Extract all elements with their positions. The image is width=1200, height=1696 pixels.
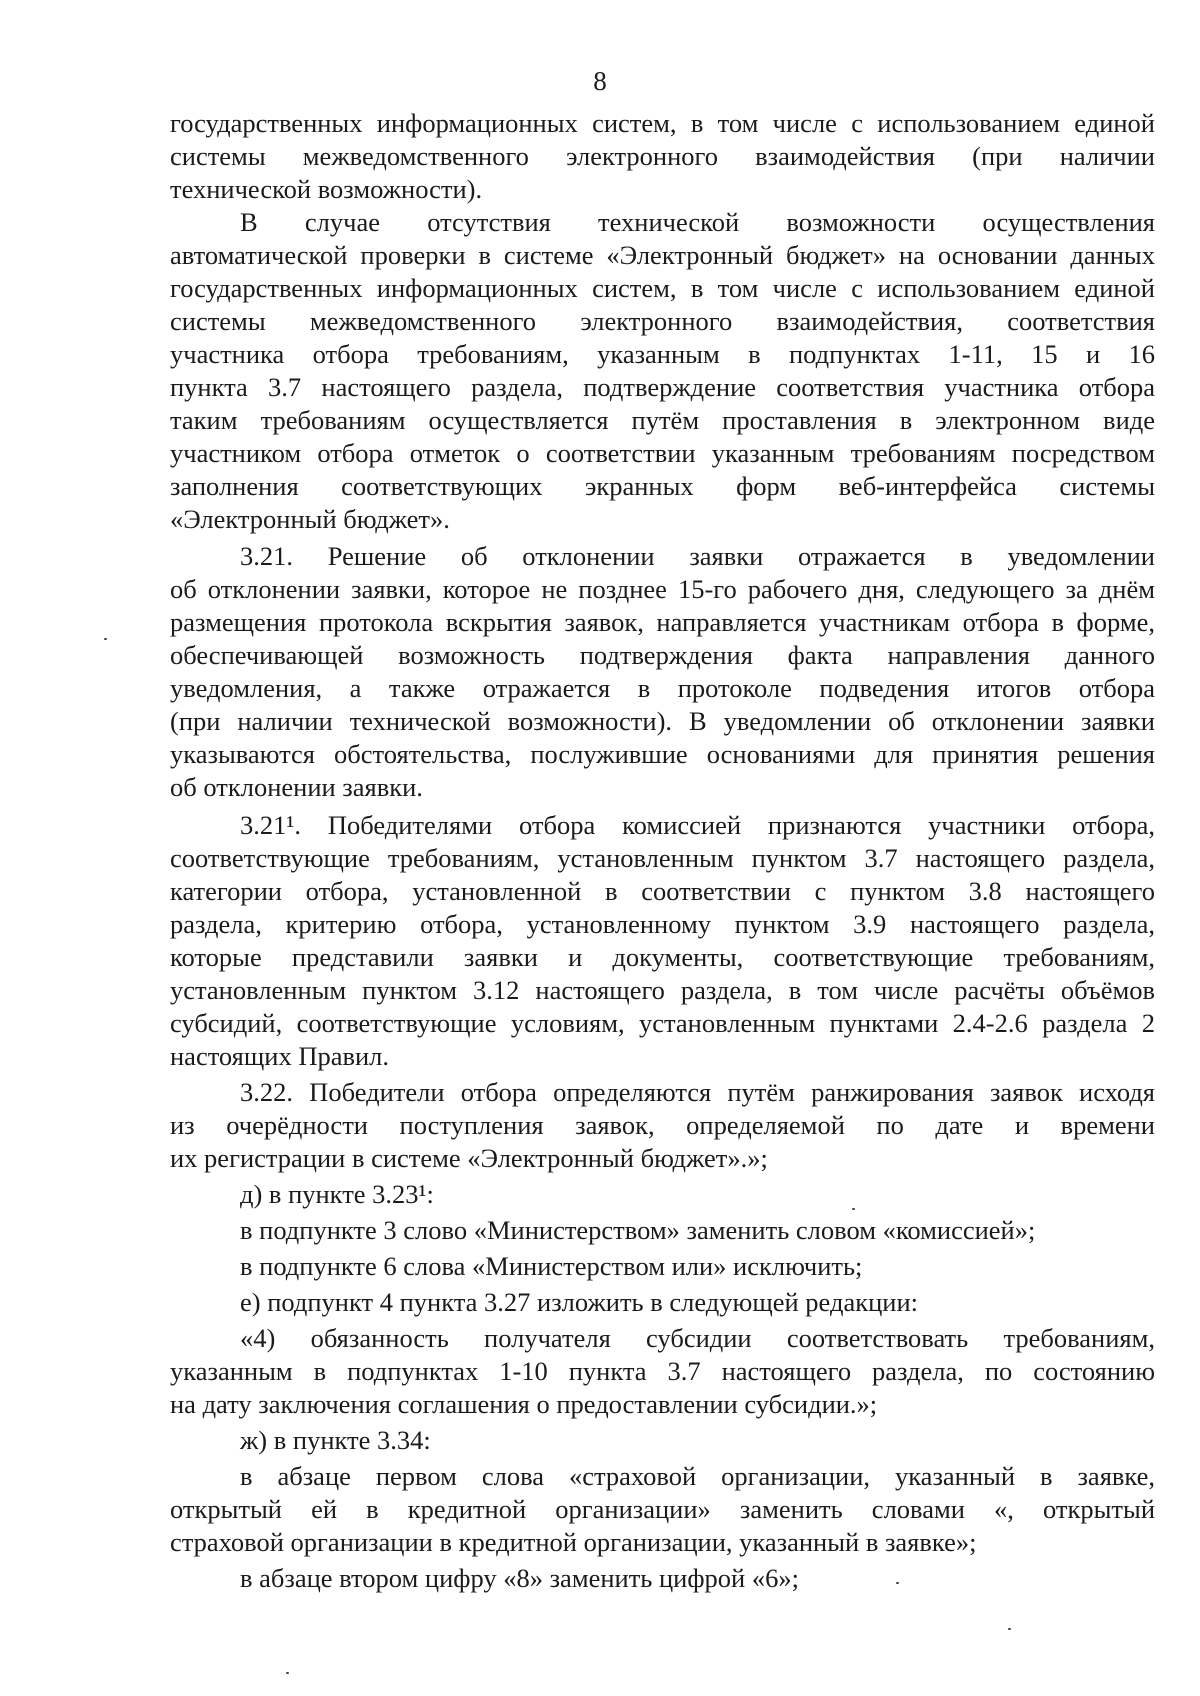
text-line: в абзаце первом слова «страховой организации, указанный в заявке, (240, 1461, 1155, 1491)
text-line: субсидий, соответствующие условиям, установленным пунктами 2.4-2.6 раздела 2 (170, 1008, 1155, 1038)
text-line: на дату заключения соглашения о предоставлении субсидии.»; (170, 1389, 878, 1419)
text-line: страховой организации в кредитной организации, указанный в заявке»; (170, 1527, 977, 1557)
text-line: об отклонении заявки, которое не позднее 15-го рабочего дня, следующего за днём (170, 574, 1155, 604)
text-line: участника отбора требованиям, указанным в подпунктах 1-11, 15 и 16 (170, 339, 1155, 369)
text-line: ж) в пункте 3.34: (240, 1425, 431, 1455)
text-line: в абзаце втором цифру «8» заменить цифрой «6»; (240, 1563, 799, 1593)
text-line: д) в пункте 3.23¹: (240, 1179, 434, 1209)
text-line: раздела, критерию отбора, установленному пунктом 3.9 настоящего раздела, (170, 909, 1155, 939)
text-line: которые представили заявки и документы, соответствующие требованиям, (170, 942, 1155, 972)
text-line: автоматической проверки в системе «Электронный бюджет» на основании данных (170, 240, 1155, 270)
text-line: их регистрации в системе «Электронный бюджет».»; (170, 1143, 768, 1173)
text-line: системы межведомственного электронного взаимодействия (при наличии (170, 141, 1155, 171)
text-line: в подпункте 3 слово «Министерством» заменить словом «комиссией»; (240, 1215, 1036, 1245)
page-number: 8 (593, 66, 607, 96)
text-line: заполнения соответствующих экранных форм веб-интерфейса системы (170, 471, 1155, 501)
text-line: 3.21¹. Победителями отбора комиссией признаются участники отбора, (240, 810, 1155, 840)
text-line: настоящих Правил. (170, 1041, 390, 1071)
text-line: «4) обязанность получателя субсидии соответствовать требованиям, (240, 1323, 1155, 1353)
text-line: указываются обстоятельства, послужившие основаниями для принятия решения (170, 739, 1155, 769)
text-line: технической возможности). (170, 174, 483, 204)
text-line: (при наличии технической возможности). В уведомлении об отклонении заявки (170, 706, 1155, 736)
text-line: в подпункте 6 слова «Министерством или» исключить; (240, 1251, 863, 1281)
text-line: уведомления, а также отражается в протоколе подведения итогов отбора (170, 673, 1155, 703)
scan-speck (104, 638, 107, 640)
text-line: участником отбора отметок о соответствии указанным требованиям посредством (170, 438, 1155, 468)
text-line: соответствующие требованиям, установленным пунктом 3.7 настоящего раздела, (170, 843, 1155, 873)
text-line: об отклонении заявки. (170, 772, 423, 802)
text-line: государственных информационных систем, в том числе с использованием единой (170, 108, 1155, 138)
scan-speck (286, 1672, 289, 1674)
text-line: государственных информационных систем, в том числе с использованием единой (170, 273, 1155, 303)
scan-speck (896, 1582, 899, 1584)
text-line: установленным пунктом 3.12 настоящего раздела, в том числе расчёты объёмов (170, 975, 1155, 1005)
text-line: е) подпункт 4 пункта 3.27 изложить в следующей редакции: (240, 1287, 918, 1317)
text-line: «Электронный бюджет». (170, 504, 450, 534)
text-line: В случае отсутствия технической возможности осуществления (240, 207, 1155, 237)
text-line: открытый ей в кредитной организации» заменить словами «, открытый (170, 1494, 1155, 1524)
text-line: указанным в подпунктах 1-10 пункта 3.7 настоящего раздела, по состоянию (170, 1356, 1155, 1386)
text-line: 3.22. Победители отбора определяются путём ранжирования заявок исходя (240, 1077, 1155, 1107)
text-line: пункта 3.7 настоящего раздела, подтверждение соответствия участника отбора (170, 372, 1155, 402)
text-line: обеспечивающей возможность подтверждения факта направления данного (170, 640, 1155, 670)
text-line: таким требованиям осуществляется путём проставления в электронном виде (170, 405, 1155, 435)
text-line: размещения протокола вскрытия заявок, направляется участникам отбора в форме, (170, 607, 1155, 637)
scan-speck (1008, 1628, 1011, 1630)
text-line: 3.21. Решение об отклонении заявки отражается в уведомлении (240, 541, 1155, 571)
scan-speck (852, 1208, 855, 1210)
text-line: системы межведомственного электронного взаимодействия, соответствия (170, 306, 1155, 336)
text-line: категории отбора, установленной в соответствии с пунктом 3.8 настоящего (170, 876, 1155, 906)
text-line: из очерёдности поступления заявок, определяемой по дате и времени (170, 1110, 1155, 1140)
